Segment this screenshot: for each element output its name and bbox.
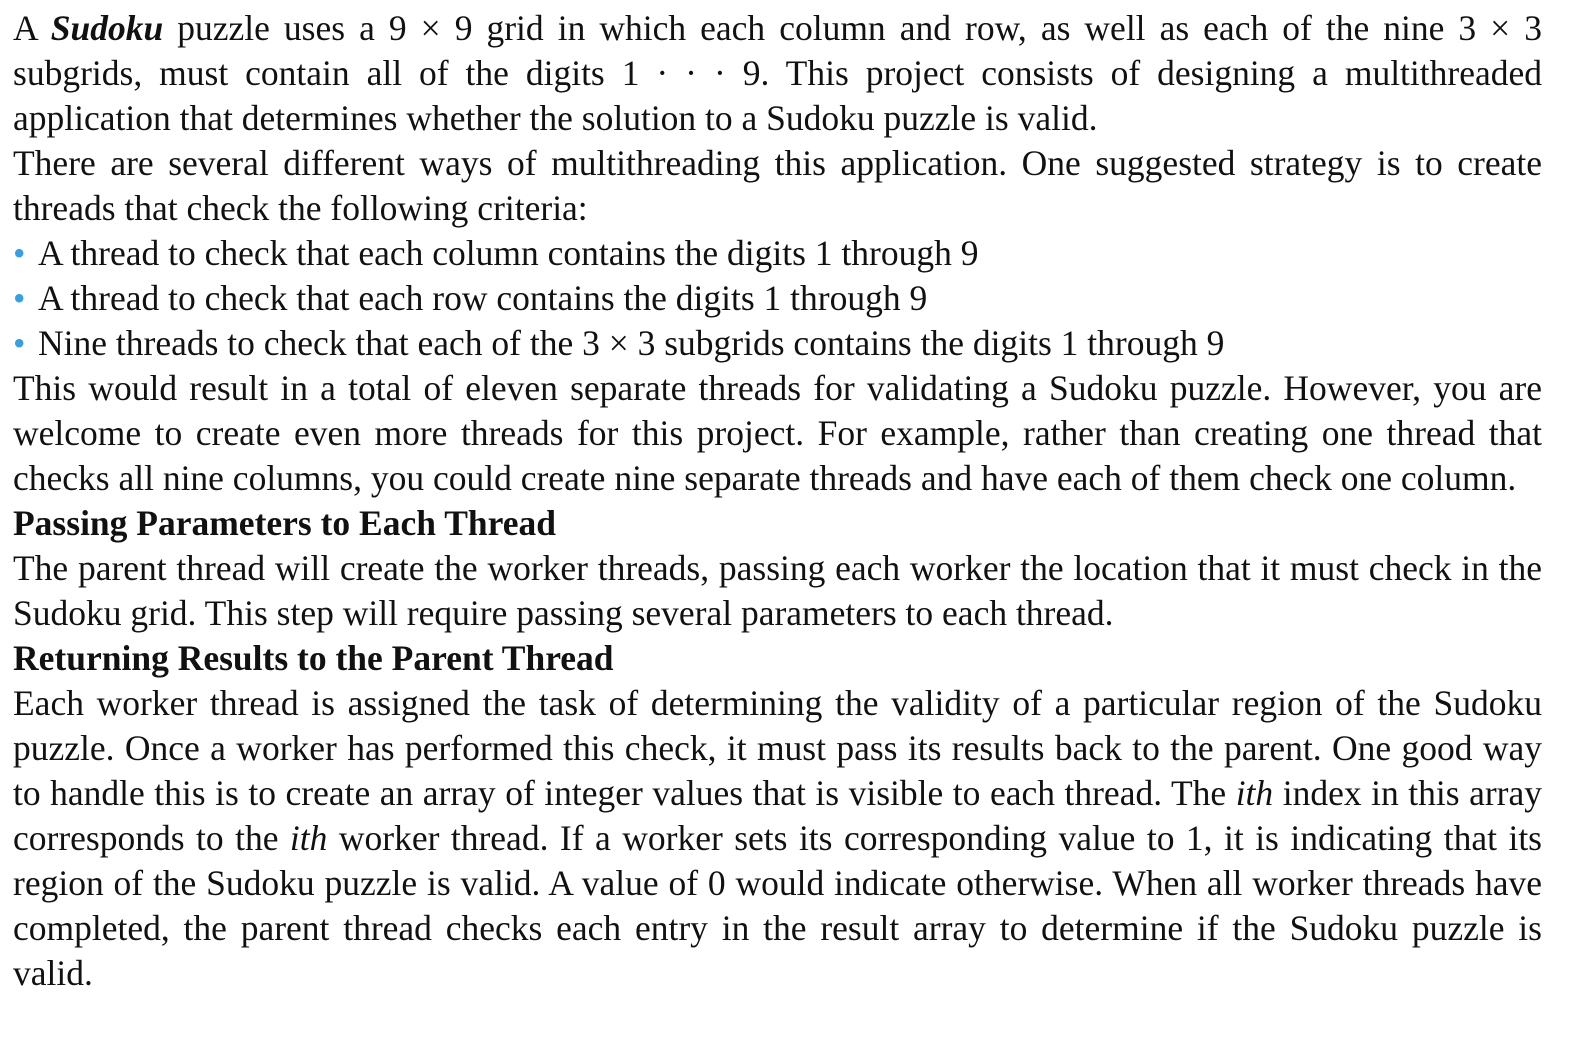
criteria-item-subgrids <box>13 321 1542 366</box>
bullet-icon: • <box>13 233 26 273</box>
intro-paragraph <box>13 6 1542 141</box>
returning-text-c: worker thread. If a worker sets its corresponding value to 1, it is indicating that its region of the Sudoku puzzle is valid. A value of 0 would indicate otherwise. When all worker threads have completed, the parent thread checks each entry in the result array to determine if the Sudoku puzzle is valid. <box>13 818 1542 993</box>
criteria-item-label: Nine threads to check that each of the 3 × 3 subgrids contains the digits 1 through 9 <box>38 323 1225 363</box>
intro-text-start: A <box>13 8 51 48</box>
ith-term: ith <box>1235 773 1274 813</box>
bullet-icon: • <box>13 323 26 363</box>
returning-text-b: index in this array corresponds to the <box>13 773 1542 858</box>
criteria-item-label: A thread to check that each column contains the digits 1 through 9 <box>38 233 979 273</box>
criteria-list <box>13 231 1542 366</box>
criteria-item-label: A thread to check that each row contains the digits 1 through 9 <box>38 278 928 318</box>
passing-parameters-paragraph: The parent thread will create the worker threads, passing each worker the location that it must check in the Sudoku grid. This step will require passing several parameters to each thread. <box>13 548 1542 633</box>
strategy-paragraph: There are several different ways of multithreading this application. One suggested strategy is to create threads that check the following criteria: <box>13 143 1542 228</box>
returning-text-a: Each worker thread is assigned the task of determining the validity of a particular region of the Sudoku puzzle. Once a worker has performed this check, it must pass its results back to the parent. One good way to handle this is to create an array of integer values that is visible to each thread. The <box>13 683 1542 813</box>
returning-results-heading: Returning Results to the Parent Thread <box>13 638 614 678</box>
sudoku-term: Sudoku <box>50 8 164 48</box>
criteria-item-rows <box>13 276 1542 321</box>
eleven-threads-paragraph: This would result in a total of eleven separate threads for validating a Sudoku puzzle. However, you are welcome to create even more threads for this project. For example, rather than creating one thread that checks all nine columns, you could create nine separate threads and have each of them check one column. <box>13 368 1542 498</box>
returning-results-paragraph <box>13 681 1542 996</box>
passing-parameters-heading: Passing Parameters to Each Thread <box>13 503 556 543</box>
criteria-item-columns <box>13 231 1542 276</box>
bullet-icon: • <box>13 278 26 318</box>
ith-term: ith <box>289 818 328 858</box>
intro-text-rest: puzzle uses a 9 × 9 grid in which each column and row, as well as each of the nine 3 × 3 subgrids, must contain all of the digits 1 · · · 9. This project consists of designing a multithreaded application that determines whether the solution to a Sudoku puzzle is valid. <box>13 8 1542 138</box>
